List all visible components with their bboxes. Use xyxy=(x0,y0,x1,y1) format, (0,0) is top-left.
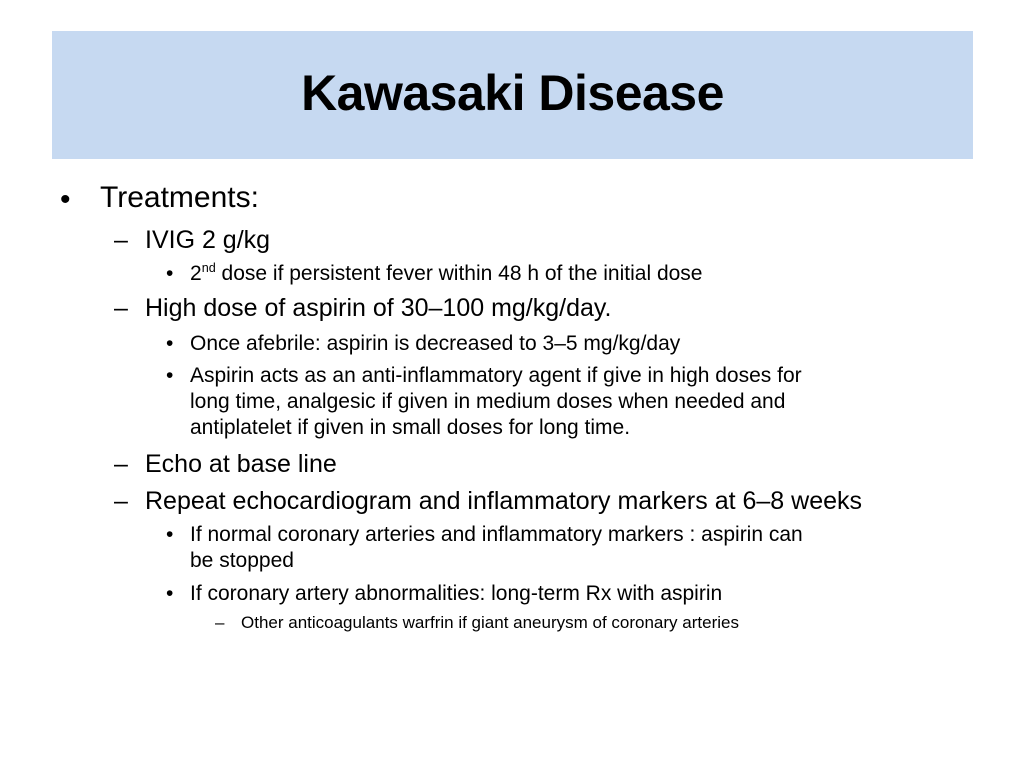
aspirin-acts-line-2: long time, analgesic if given in medium doses when needed and xyxy=(190,390,786,413)
ivig-item: IVIG 2 g/kg xyxy=(145,226,271,254)
bullet-l3-marker: • xyxy=(166,262,174,285)
if-normal-line-1: If normal coronary arteries and inflammatory markers : aspirin can xyxy=(190,523,803,546)
dash-marker: – xyxy=(114,450,128,478)
aspirin-acts-line-3: antiplatelet if given in small doses for long time. xyxy=(190,416,631,439)
afebrile-item: Once afebrile: aspirin is decreased to 3–5 mg/kg/day xyxy=(190,332,681,355)
dash-marker: – xyxy=(114,487,128,515)
dash-marker: – xyxy=(114,226,128,254)
other-anticoagulants-item: Other anticoagulants warfrin if giant aneurysm of coronary arteries xyxy=(241,613,739,632)
bullet-l3-marker: • xyxy=(166,582,174,605)
ivig-second-superscript: nd xyxy=(201,261,216,275)
echo-baseline-item: Echo at base line xyxy=(145,450,337,478)
ivig-second-rest: dose if persistent fever within 48 h of the initial dose xyxy=(215,262,703,285)
aspirin-acts-line-1: Aspirin acts as an anti-inflammatory agent if give in high doses for xyxy=(190,364,802,387)
bullet-l3-marker: • xyxy=(166,332,174,355)
treatments-heading: Treatments: xyxy=(100,181,259,214)
dash-marker: – xyxy=(114,294,128,322)
repeat-echo-item: Repeat echocardiogram and inflammatory markers at 6–8 weeks xyxy=(145,487,863,515)
ivig-second-dose-item xyxy=(190,262,702,286)
if-normal-line-2: be stopped xyxy=(190,549,294,572)
bullet-l3-marker: • xyxy=(166,523,174,546)
ivig-second-base: 2 xyxy=(190,262,202,285)
slide-title: Kawasaki Disease xyxy=(301,65,724,121)
bullet-l1-marker: • xyxy=(60,183,71,216)
bullet-l3-marker: • xyxy=(166,364,174,387)
aspirin-high-dose-item: High dose of aspirin of 30–100 mg/kg/day. xyxy=(145,294,612,322)
if-abnormal-item: If coronary artery abnormalities: long-term Rx with aspirin xyxy=(190,582,723,605)
dash-marker: – xyxy=(215,613,225,632)
